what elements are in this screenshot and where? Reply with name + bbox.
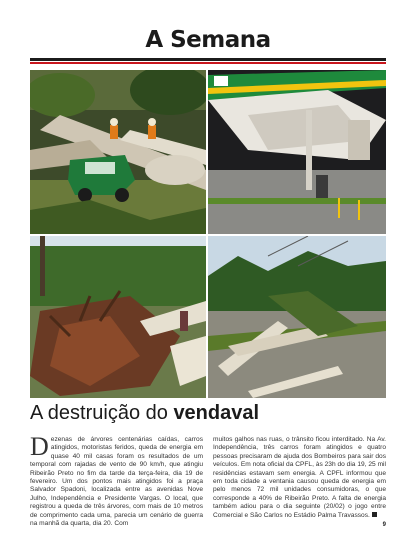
section-header [0, 0, 416, 70]
page-number: 9 [382, 522, 386, 528]
end-mark-icon [372, 512, 377, 517]
column-1-text: ezenas de árvores centenárias caídas, carros atingidos, motoristas feridos, queda de energia em quase 40 mil casas foram os resultados de um temporal com rajadas de vento de 90 km/h, que atingiu Ribeirão Preto no fim da tarde da terça-feira, dia 19 de fevereiro. Um dos pontos mais atingidos foi a praça Salvador Spadoni, localizada entre as avenidas Nove Julho, Independência e Presidente Vargas. O local, que registrou a queda de três árvores, com mais de 10 metros de comprimento cada uma, parecia um cenário de guerra na manhã da quarta, dia 20. Com [30, 436, 203, 528]
photo-collapsed-gas-station [208, 70, 386, 234]
header-accent-rule [30, 62, 386, 64]
photo-fallen-trees-avenue [208, 236, 386, 398]
article-column-1 [30, 432, 203, 528]
drop-cap: D [30, 432, 49, 461]
header-rule [30, 58, 386, 61]
column-2-text: muitos galhos nas ruas, o trânsito ficou interditado. Na Av. Independência, três carros foram atingidos e quatro pessoas precisaram de ajuda dos Bombeiros para sair dos veículos. Em nota oficial da CPFL, às 23h do dia 19, 25 mil residências estavam sem energia. A CPFL informou que em toda cidade a ventania causou queda de energia em pelo menos 72 mil unidades consumidoras, o que corresponde a 40% de Ribeirão Preto. A falta de energia também adiou para o dia seguinte (20/02) o jogo entre Comercial e São Carlos no Estádio Palma Travassos. [213, 436, 386, 519]
section-title: A Semana [145, 27, 271, 53]
photo-uprooted-tree [30, 236, 206, 398]
article-headline: A destruição do vendaval [30, 402, 260, 424]
photo-fallen-tree-on-car [30, 70, 206, 234]
article-column-2 [213, 436, 386, 520]
